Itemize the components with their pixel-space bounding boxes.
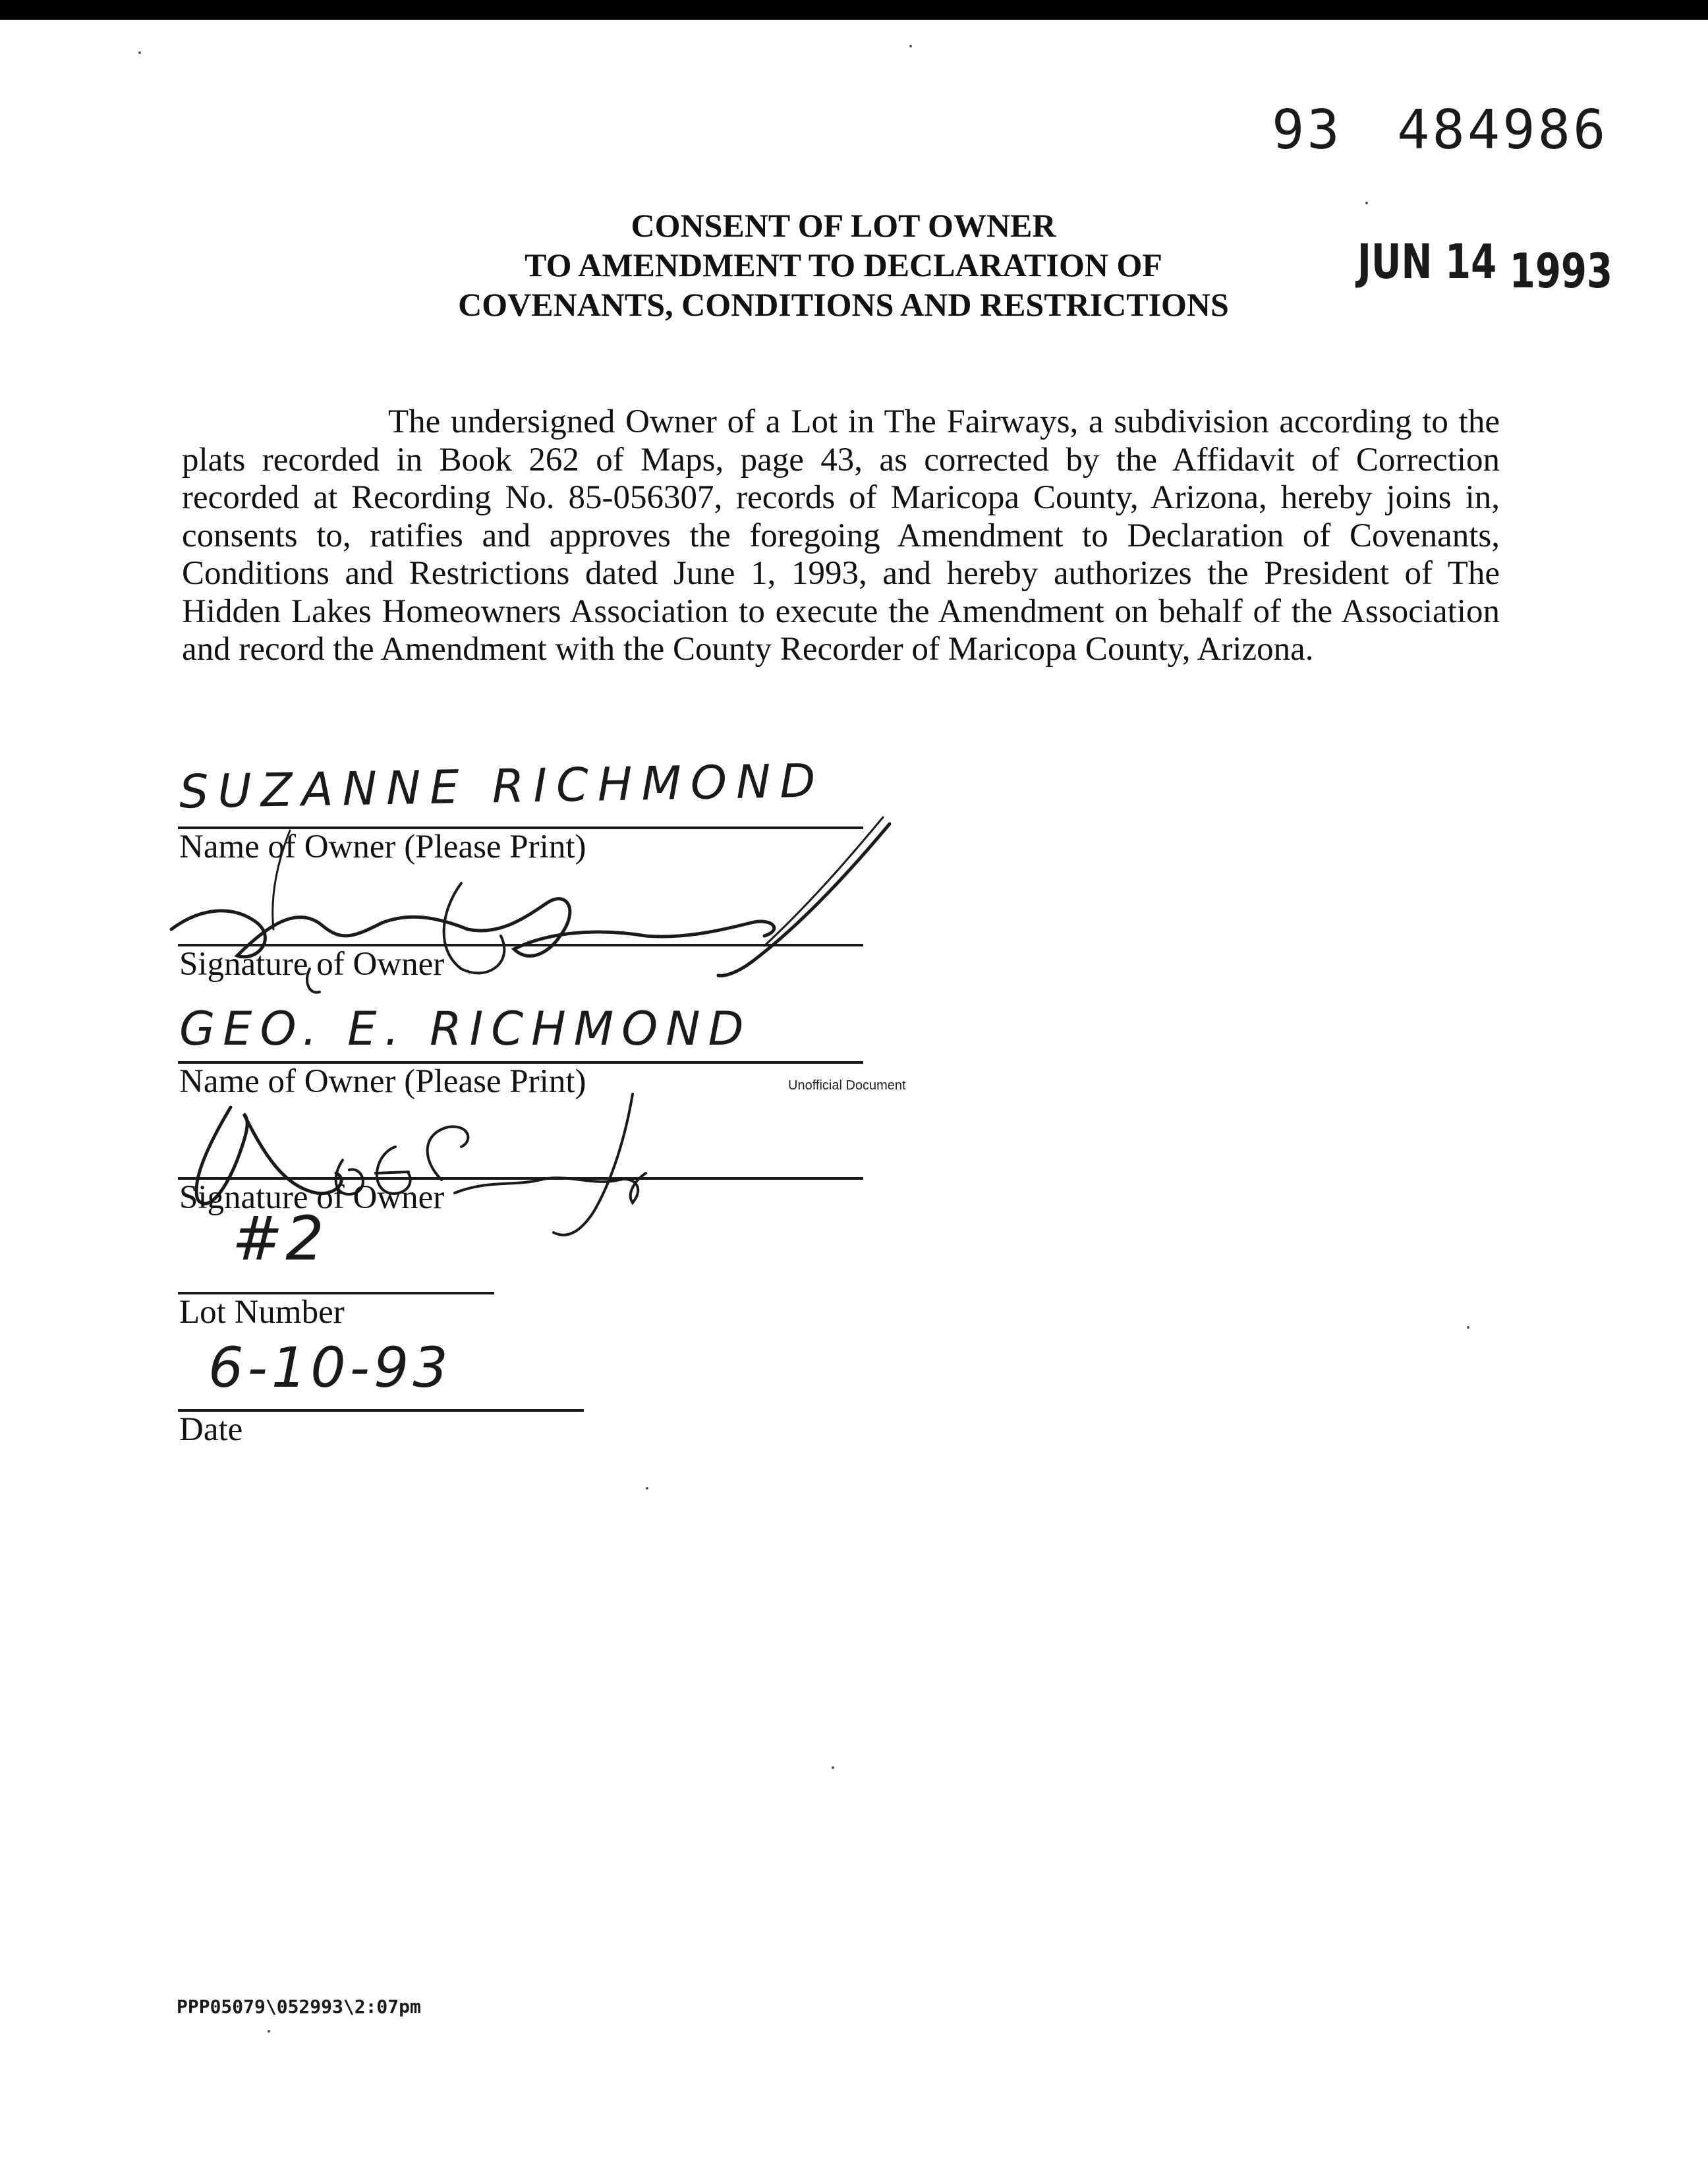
owner1-signature-label: Signature of Owner — [179, 946, 445, 983]
scan-speck — [832, 1766, 834, 1769]
owner2-name-label: Name of Owner (Please Print) — [179, 1063, 586, 1100]
owner1-printed-name: SUZANNE RICHMOND — [179, 753, 825, 819]
unofficial-document-watermark: Unofficial Document — [788, 1078, 906, 1093]
date-label: Date — [179, 1411, 243, 1448]
owner2-signature-label: Signature of Owner — [179, 1179, 445, 1216]
scan-speck — [138, 51, 141, 54]
recording-date-year: 1993 — [1509, 243, 1613, 299]
scan-speck — [1467, 1326, 1469, 1329]
scan-top-edge — [0, 0, 1708, 20]
scan-speck — [268, 2030, 270, 2033]
recording-number-stamp: 93 484986 — [1272, 99, 1608, 161]
date-value: 6-10-93 — [208, 1335, 452, 1400]
lot-number-value: #2 — [232, 1204, 327, 1274]
owner1-name-label: Name of Owner (Please Print) — [179, 828, 586, 865]
lot-number-label: Lot Number — [179, 1294, 345, 1331]
recording-date-month-day: JUN 14 — [1357, 234, 1497, 289]
title-line-3: COVENANTS, CONDITIONS AND RESTRICTIONS — [458, 286, 1229, 323]
document-code-footer: PPP05079\052993\2:07pm — [177, 1996, 421, 2017]
title-line-1: CONSENT OF LOT OWNER — [631, 207, 1056, 244]
scan-speck — [646, 1487, 648, 1490]
consent-paragraph: The undersigned Owner of a Lot in The Fairways, a subdivision according to the plats recorded in Book 262 of Maps, page 43, as corrected by the Affidavit of Correction recorded at Recording No. 85-056307, records of Maricopa County, Arizona, hereby joins in, consents to, ratifies and approves the foregoing Amendment to Declaration of Covenants, Conditions and Restrictions dated June 1, 1993, and hereby authorizes the President of The Hidden Lakes Homeowners Association to execute the Amendment on behalf of the Association and record the Amendment with the County Recorder of Maricopa County, Arizona. — [182, 403, 1500, 668]
document-title — [435, 206, 1252, 324]
owner2-printed-name: GEO. E. RICHMOND — [179, 1002, 752, 1056]
title-line-2: TO AMENDMENT TO DECLARATION OF — [525, 246, 1162, 283]
recording-date-stamp — [1357, 234, 1613, 299]
scan-speck — [909, 45, 912, 47]
scan-speck — [1365, 202, 1368, 204]
